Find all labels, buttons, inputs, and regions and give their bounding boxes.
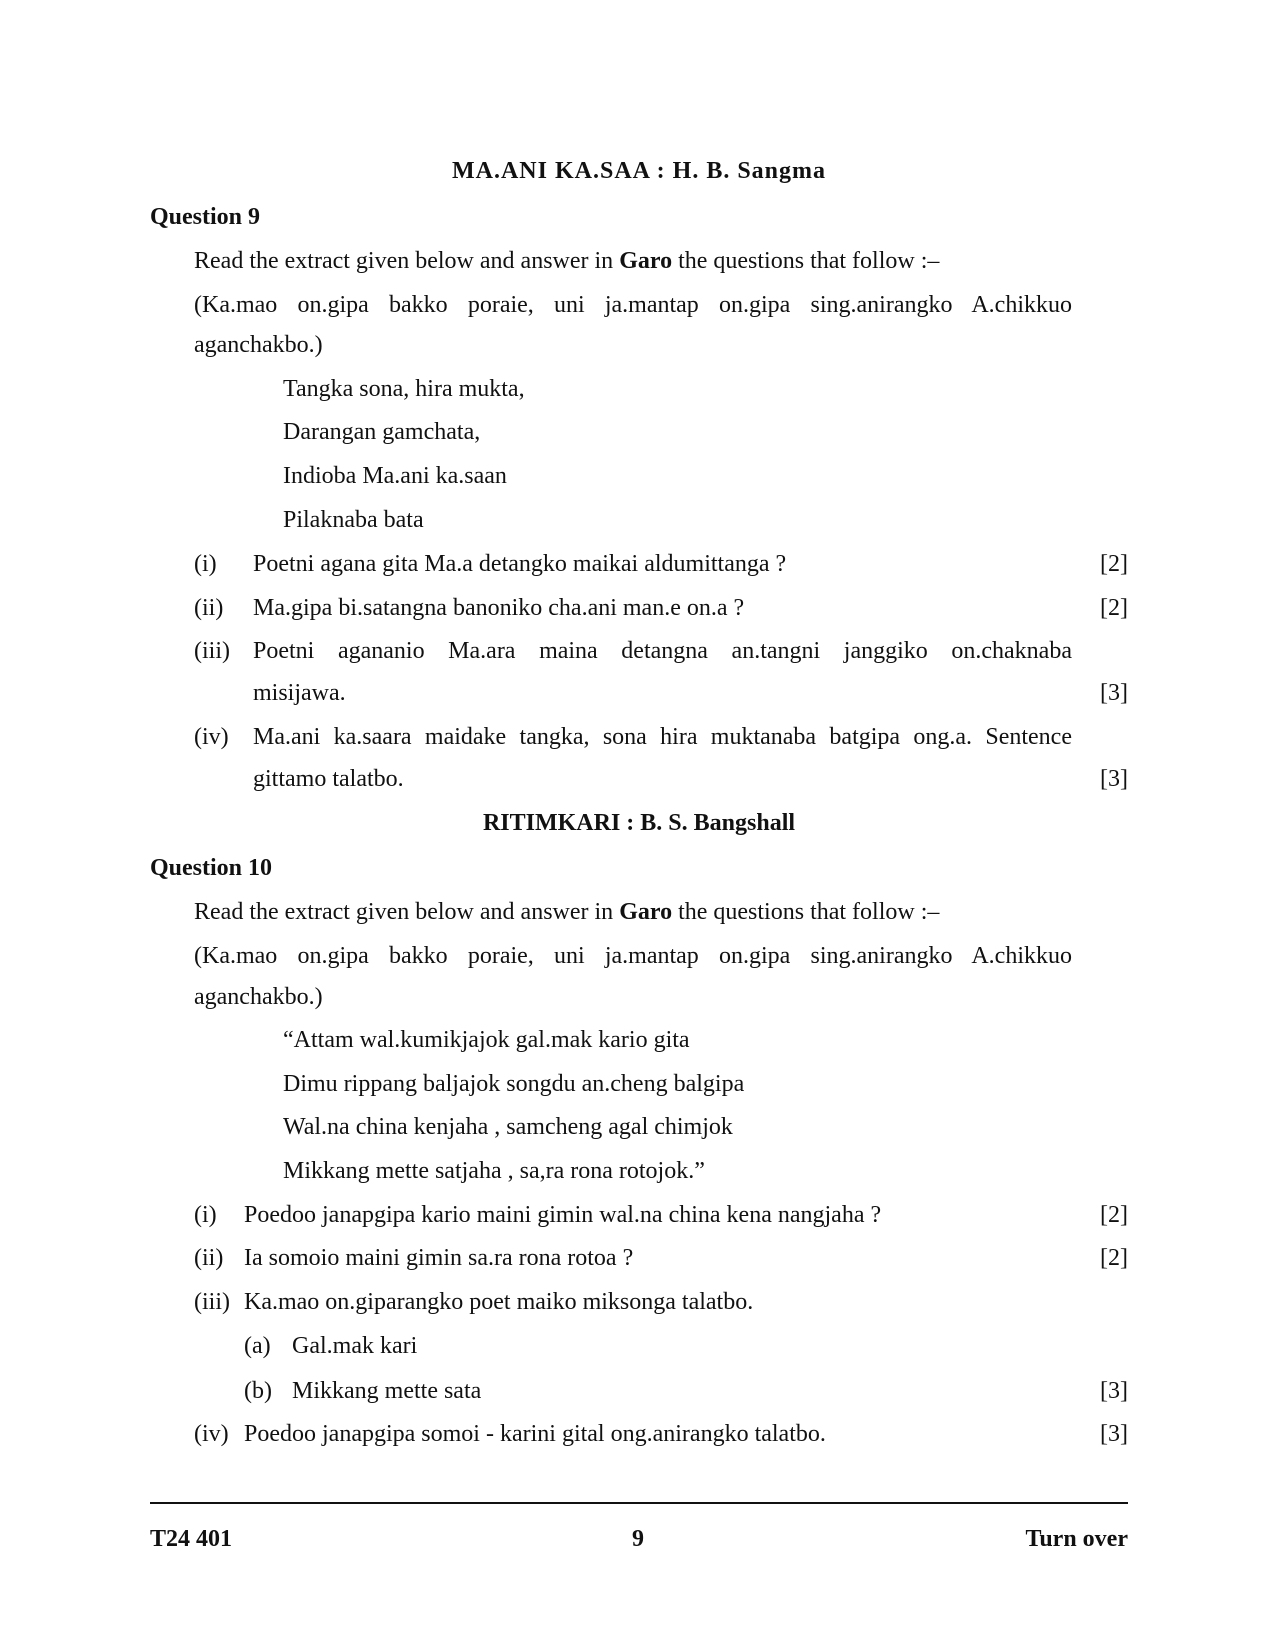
subquestion-text: Ma.ani ka.saara maidake tangka, sona hira muktanaba batgipa ong.a. Sentence [253, 724, 1072, 750]
marks: [3] [1100, 1421, 1128, 1447]
section-heading: MA.ANI KA.SAA : H. B. Sangma [451, 158, 827, 184]
extract-line: Darangan gamchata, [283, 419, 481, 445]
extract-line: Indioba Ma.ani ka.saan [283, 463, 507, 489]
extract-line: “Attam wal.kumikjajok gal.mak kario gita [283, 1027, 690, 1053]
marks: [2] [1100, 595, 1128, 621]
extract-line: Dimu rippang baljajok songdu an.cheng balgipa [283, 1071, 745, 1097]
marks: [3] [1100, 680, 1128, 706]
instruction-text-end: the questions that follow :– [672, 248, 940, 274]
instruction-language: Garo [619, 248, 673, 274]
question-label: Question 9 [150, 204, 261, 230]
option-label: (b) [244, 1378, 272, 1404]
option-label: (a) [244, 1333, 271, 1359]
subquestion-number: (i) [194, 1202, 217, 1228]
subquestion-text: gittamo talatbo. [253, 766, 404, 792]
subquestion-text: Poetni agananio Ma.ara maina detangna an.tangni janggiko on.chaknaba [253, 638, 1072, 664]
paper-code: T24 401 [150, 1526, 233, 1552]
garo-instruction-line: aganchakbo.) [194, 984, 323, 1010]
extract-line: Wal.na china kenjaha , samcheng agal chimjok [283, 1114, 733, 1140]
subquestion-text: misijawa. [253, 680, 346, 706]
garo-instruction-line: aganchakbo.) [194, 332, 323, 358]
subquestion-number: (iv) [194, 1421, 229, 1447]
marks: [2] [1100, 551, 1128, 577]
subquestion-text: Ia somoio maini gimin sa.ra rona rotoa ? [244, 1245, 634, 1271]
subquestion-number: (ii) [194, 595, 224, 621]
subquestion-text: Ma.gipa bi.satangna banoniko cha.ani man.e on.a ? [253, 595, 745, 621]
marks: [3] [1100, 1378, 1128, 1404]
option-text: Mikkang mette sata [292, 1378, 482, 1404]
marks: [2] [1100, 1245, 1128, 1271]
extract-line: Tangka sona, hira mukta, [283, 376, 525, 402]
instruction-text: Read the extract given below and answer in [194, 248, 620, 274]
instruction-language: Garo [619, 899, 673, 925]
marks: [3] [1100, 766, 1128, 792]
instruction [194, 897, 939, 927]
subquestion-number: (iii) [194, 638, 230, 664]
question-label: Question 10 [150, 855, 273, 881]
garo-instruction-line: (Ka.mao on.gipa bakko poraie, uni ja.mantap on.gipa sing.anirangko A.chikkuo [194, 943, 1072, 969]
extract-line: Pilaknaba bata [283, 507, 424, 533]
subquestion-number: (ii) [194, 1245, 224, 1271]
subquestion-number: (iii) [194, 1289, 230, 1315]
subquestion-text: Poetni agana gita Ma.a detangko maikai aldumittanga ? [253, 551, 787, 577]
section-heading: RITIMKARI : B. S. Bangshall [482, 810, 796, 836]
page-number: 9 [632, 1526, 644, 1552]
subquestion-number: (iv) [194, 724, 229, 750]
instruction-text: Read the extract given below and answer in [194, 899, 620, 925]
turn-over-label: Turn over [1025, 1526, 1128, 1552]
extract-line: Mikkang mette satjaha , sa,ra rona rotojok.” [283, 1158, 705, 1184]
instruction-text-end: the questions that follow :– [672, 899, 940, 925]
subquestion-text: Poedoo janapgipa kario maini gimin wal.na china kena nangjaha ? [244, 1202, 882, 1228]
instruction [194, 246, 939, 276]
subquestion-text: Ka.mao on.giparangko poet maiko miksonga talatbo. [244, 1289, 754, 1315]
subquestion-number: (i) [194, 551, 217, 577]
subquestion-text: Poedoo janapgipa somoi - karini gital ong.anirangko talatbo. [244, 1421, 826, 1447]
garo-instruction-line: (Ka.mao on.gipa bakko poraie, uni ja.mantap on.gipa sing.anirangko A.chikkuo [194, 292, 1072, 318]
option-text: Gal.mak kari [292, 1333, 418, 1359]
marks: [2] [1100, 1202, 1128, 1228]
footer-divider [150, 1502, 1128, 1504]
